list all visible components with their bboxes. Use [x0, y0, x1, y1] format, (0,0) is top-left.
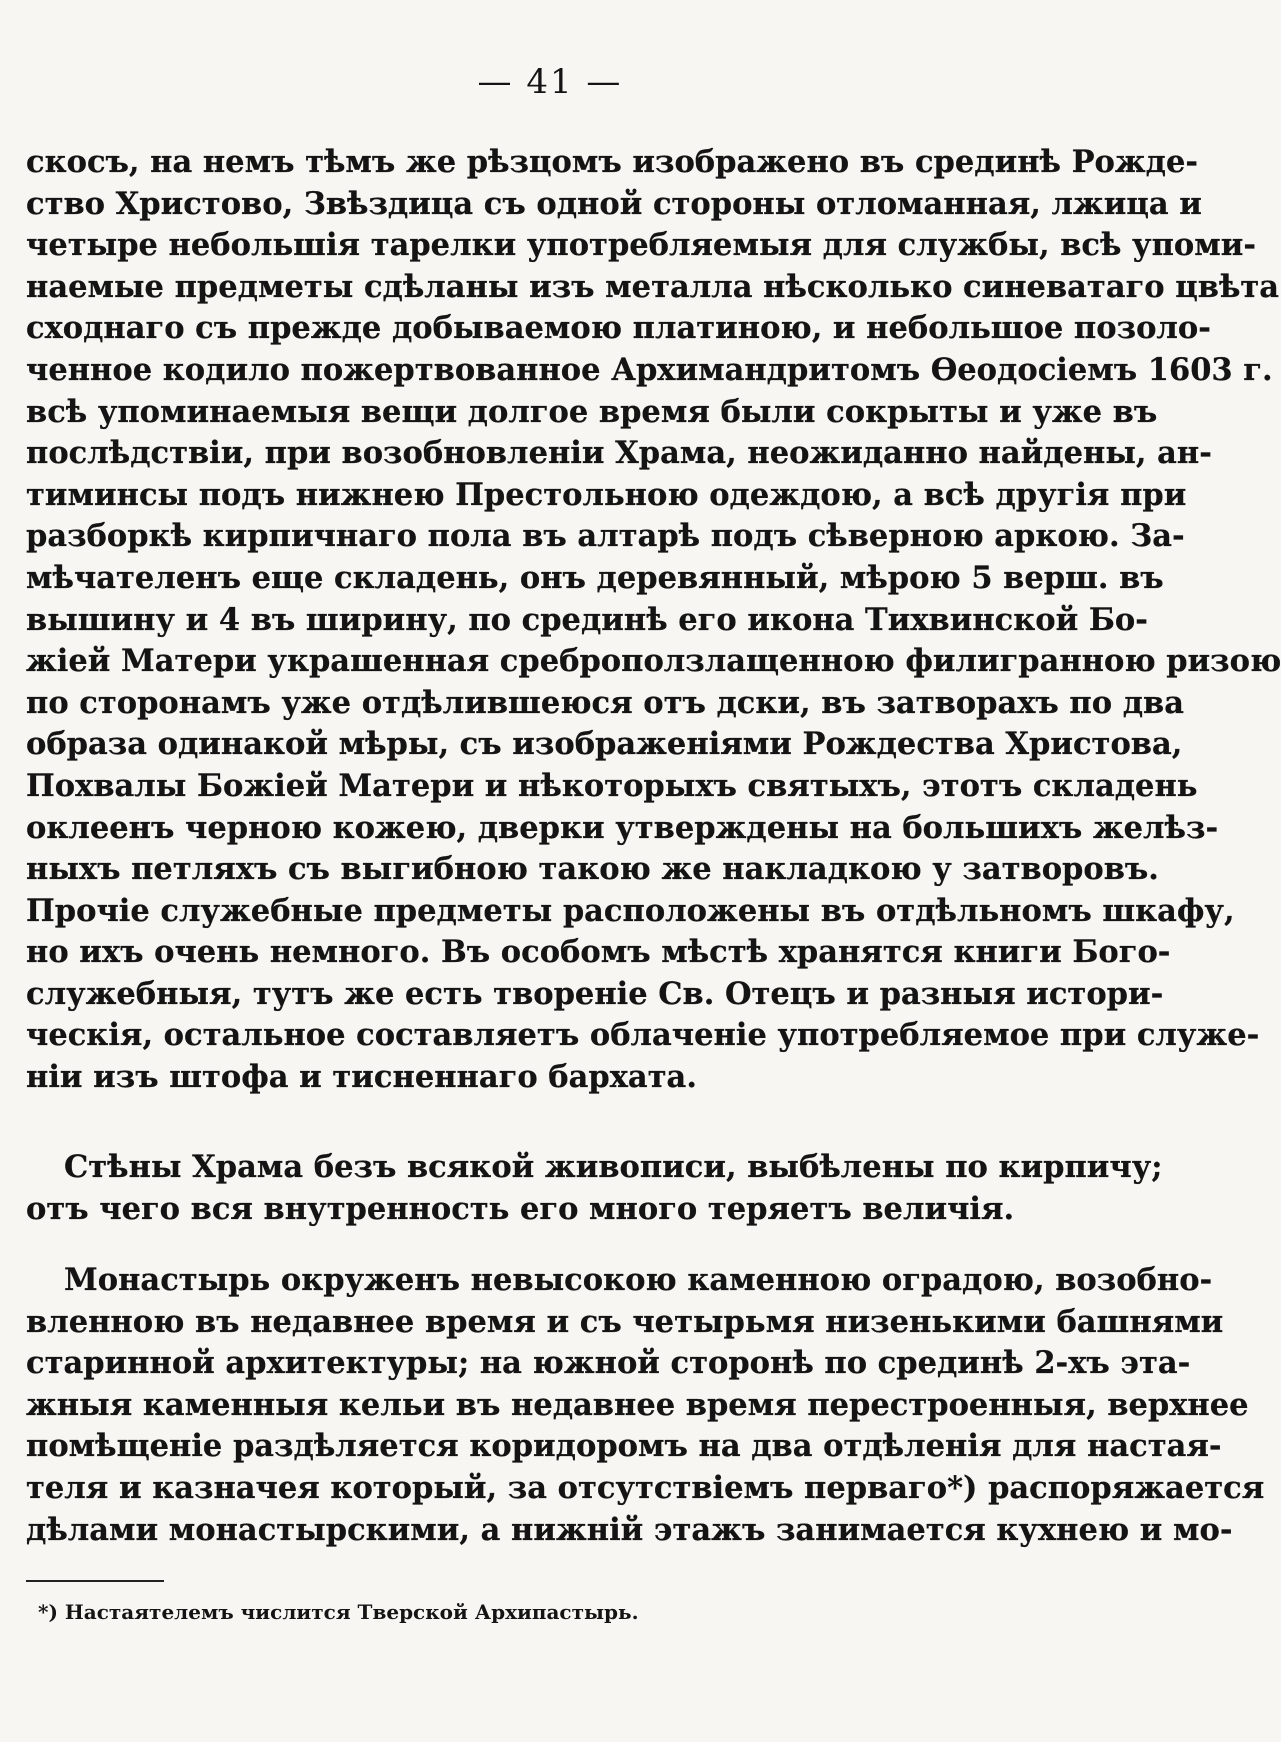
text-line: скосъ, на немъ тѣмъ же рѣзцомъ изображено въ срединѣ Рожде- [26, 144, 1199, 180]
paragraph-2 [26, 1147, 1163, 1230]
text-line: служебныя, тутъ же есть твореніе Св. Отецъ и разныя истори- [26, 975, 1164, 1012]
text-line: оклеенъ черною кожею, дверки утверждены на большихъ желѣз- [26, 809, 1219, 846]
text-line: по сторонамъ уже отдѣлившеюся отъ дски, въ затворахъ по два [26, 684, 1184, 721]
text-line: ство Христово, Звѣздица съ одной стороны отломанная, лжица и [26, 185, 1202, 222]
text-line: Прочіе служебные предметы расположены въ отдѣльномъ шкафу, [26, 892, 1235, 929]
text-line: Похвалы Божіей Матери и нѣкоторыхъ святыхъ, этотъ складень [26, 767, 1198, 804]
text-line: четыре небольшія тарелки употребляемыя для службы, всѣ упоми- [26, 227, 1257, 264]
text-line: Монастырь окруженъ невысокою каменною оградою, возобно- [64, 1262, 1213, 1298]
text-line: образа одинакой мѣры, съ изображеніями Рождества Христова, [26, 726, 1183, 763]
text-line: жіей Матери украшенная среброползлащенною филигранною ризою [26, 643, 1281, 680]
text-line: Стѣны Храма безъ всякой живописи, выбѣлены по кирпичу; [64, 1149, 1163, 1185]
text-line: сходнаго съ прежде добываемою платиною, и небольшое позоло- [26, 310, 1211, 347]
text-line: вленною въ недавнее время и съ четырьмя низенькими башнями [26, 1303, 1224, 1340]
text-line: помѣщеніе раздѣляется коридоромъ на два отдѣленія для настая- [26, 1428, 1222, 1465]
text-line: ніи изъ штофа и тисненнаго бархата. [26, 1059, 697, 1096]
text-line: тиминсы подъ нижнею Престольною одеждою, а всѣ другія при [26, 476, 1187, 513]
text-line: ческія, остальное составляетъ облаченіе употребляемое при служе- [26, 1017, 1260, 1054]
text-line: но ихъ очень немного. Въ особомъ мѣстѣ хранятся книги Бого- [26, 934, 1171, 971]
text-line: всѣ упоминаемыя вещи долгое время были сокрыты и уже въ [26, 393, 1158, 430]
text-line: отъ чего вся внутренность его много теряетъ величія. [26, 1190, 1015, 1227]
footnote: *) Настаятелемъ числится Тверской Архипастырь. [38, 1600, 639, 1624]
text-line: наемые предметы сдѣланы изъ металла нѣсколько синеватаго цвѣта [26, 268, 1280, 305]
text-line: ченное кодило пожертвованное Архимандритомъ Ѳеодосіемъ 1603 г. [26, 351, 1273, 388]
paragraph-1 [26, 142, 1281, 1099]
page-number: — 41 — [477, 62, 623, 102]
text-line: старинной архитектуры; на южной сторонѣ по срединѣ 2-хъ эта- [26, 1345, 1191, 1382]
footnote-divider [26, 1580, 164, 1582]
text-line: теля и казначея который, за отсутствіемъ перваго*) распоряжается [26, 1469, 1265, 1506]
text-line: жныя каменныя кельи въ недавнее время перестроенныя, верхнее [26, 1386, 1249, 1423]
text-line: разборкѣ кирпичнаго пола въ алтарѣ подъ сѣверною аркою. За- [26, 518, 1185, 555]
text-line: вышину и 4 въ ширину, по срединѣ его икона Тихвинской Бо- [26, 601, 1148, 638]
text-line: послѣдствіи, при возобновленіи Храма, неожиданно найдены, ан- [26, 435, 1212, 472]
paragraph-3 [26, 1260, 1265, 1551]
text-line: ныхъ петляхъ съ выгибною такою же накладкою у затворовъ. [26, 851, 1159, 888]
text-line: мѣчателенъ еще складень, онъ деревянный, мѣрою 5 верш. въ [26, 559, 1164, 596]
text-line: дѣлами монастырскими, а нижній этажъ занимается кухнею и мо- [26, 1511, 1233, 1548]
